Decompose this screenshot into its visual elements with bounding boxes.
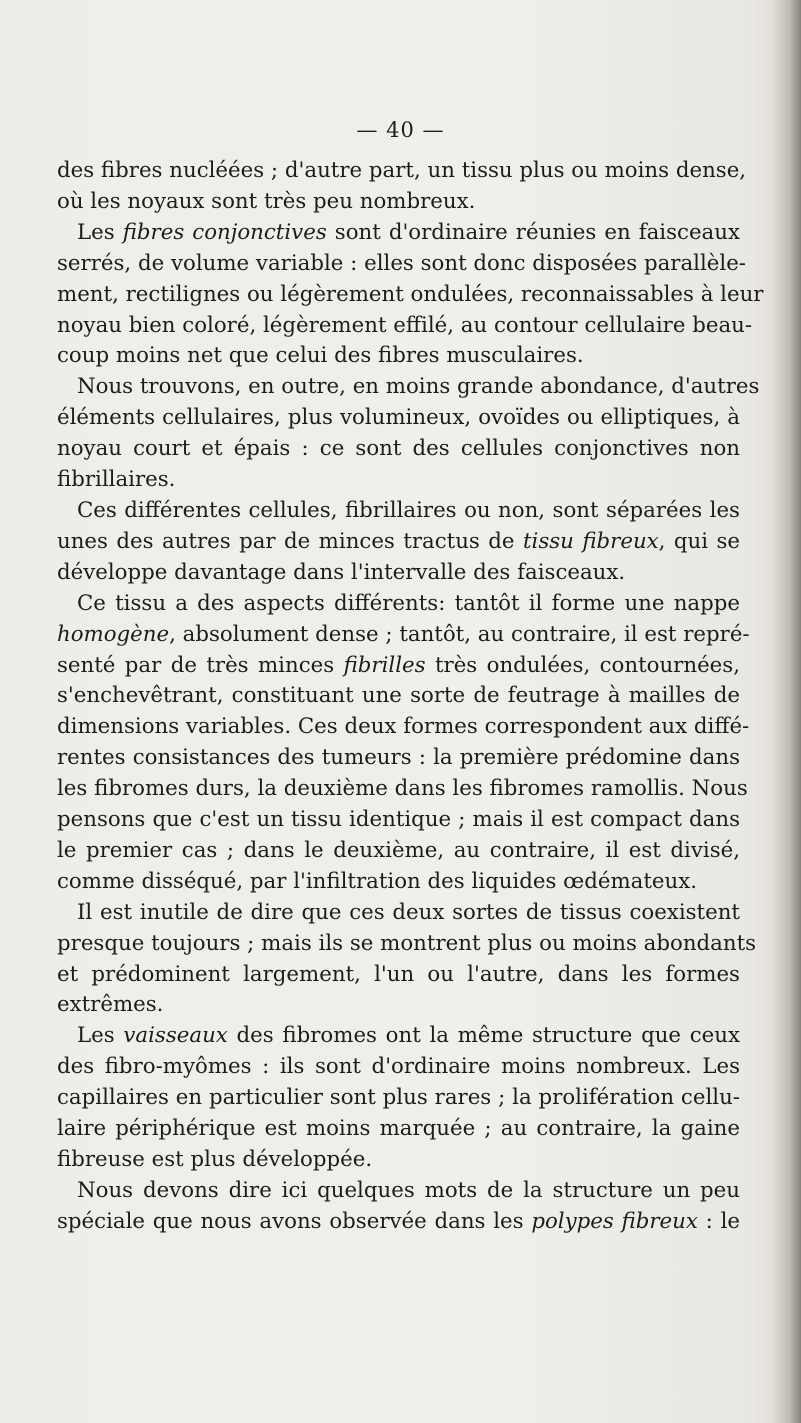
text-segment: Les [77,1023,124,1049]
text-line [57,620,750,651]
text-segment: , qui se [658,528,740,554]
italic-term: tissu fibreux [522,528,659,554]
text-segment: très ondulées, contournées, [425,652,740,678]
text-line: Nous devons dire ici quelques mots de la structure un peu [77,1177,740,1203]
text-segment: unes des autres par de minces tractus de [57,528,523,554]
text-line: Ces différentes cellules, fibrillaires ou non, sont séparées les [77,497,740,523]
text-line [57,218,740,249]
text-line: dimensions variables. Ces deux formes correspondent aux diffé- [57,714,750,740]
italic-term: polypes fibreux [531,1208,698,1234]
paragraph [57,218,764,373]
text-line: extrêmes. [57,992,164,1018]
text-line [57,651,740,682]
text-line: les fibromes durs, la deuxième dans les fibromes ramollis. Nous [57,776,748,802]
text-line: Il est inutile de dire que ces deux sortes de tissus coexistent [77,899,740,925]
italic-term: vaisseaux [123,1023,228,1049]
text-line: ment, rectilignes ou légèrement ondulées, reconnaissables à leur [57,281,764,307]
page-edge-shadow [771,0,801,1423]
italic-term: fibrilles [343,652,426,678]
text-line: noyau bien coloré, légèrement effilé, au contour cellulaire beau- [57,312,753,338]
text-line: serrés, de volume variable : elles sont donc disposées parallèle- [57,250,746,276]
text-segment: sont d'ordinaire réunies en faisceaux [326,219,740,245]
paragraph [57,156,747,218]
text-line [57,527,740,558]
text-line [57,1021,740,1052]
text-line: fibrillaires. [57,467,176,493]
text-line: Ce tissu a des aspects différents: tantôt il forme une nappe [77,590,740,616]
text-line: coup moins net que celui des fibres musculaires. [57,343,584,369]
text-line: éléments cellulaires, plus volumineux, ovoïdes ou elliptiques, à [57,405,740,431]
text-segment: des fibromes ont la même structure que ceux [227,1023,740,1049]
paragraph [57,1176,740,1238]
text-line: des fibro-myômes : ils sont d'ordinaire moins nombreux. Les [57,1054,740,1080]
page-number: — 40 — [356,118,445,142]
italic-term: homogène [57,621,170,647]
paragraph [57,372,760,496]
text-line [57,1207,740,1238]
text-line: fibreuse est plus développée. [57,1147,373,1172]
text-line: Nous trouvons, en outre, en moins grande abondance, d'autres [77,374,760,400]
text-line: rentes consistances des tumeurs : la première prédomine dans [57,745,740,771]
text-line: des fibres nucléées ; d'autre part, un tissu plus ou moins dense, [57,158,747,183]
text-line: développe davantage dans l'intervalle des faisceaux. [57,559,626,585]
text-line: laire périphérique est moins marquée ; au contraire, la gaine [57,1116,740,1142]
text-line: le premier cas ; dans le deuxième, au contraire, il est divisé, [57,837,740,863]
text-segment: , absolument dense ; tantôt, au contraire, il est repré- [169,621,750,647]
paragraph [57,1021,740,1176]
text-body [57,156,764,1238]
text-segment: senté par de très minces [57,652,344,678]
text-segment: Les [77,219,123,245]
italic-term: fibres conjonctives [122,219,327,245]
text-segment: spéciale que nous avons observée dans les [57,1208,532,1234]
text-line: capillaires en particulier sont plus rares ; la prolifération cellu- [57,1085,740,1111]
text-segment: : le [697,1208,740,1234]
text-line: où les noyaux sont très peu nombreux. [57,188,476,214]
text-line: comme disséqué, par l'infiltration des liquides œdémateux. [57,868,698,894]
text-line: presque toujours ; mais ils se montrent plus ou moins abondants [57,930,757,956]
paragraph [57,496,740,589]
paragraph [57,898,757,1022]
paragraph [57,589,750,898]
text-line: pensons que c'est un tissu identique ; mais il est compact dans [57,807,740,833]
text-line: s'enchevêtrant, constituant une sorte de feutrage à mailles de [57,683,740,709]
text-line: et prédominent largement, l'un ou l'autre, dans les formes [57,961,740,987]
text-line: noyau court et épais : ce sont des cellules conjonctives non [57,436,740,462]
